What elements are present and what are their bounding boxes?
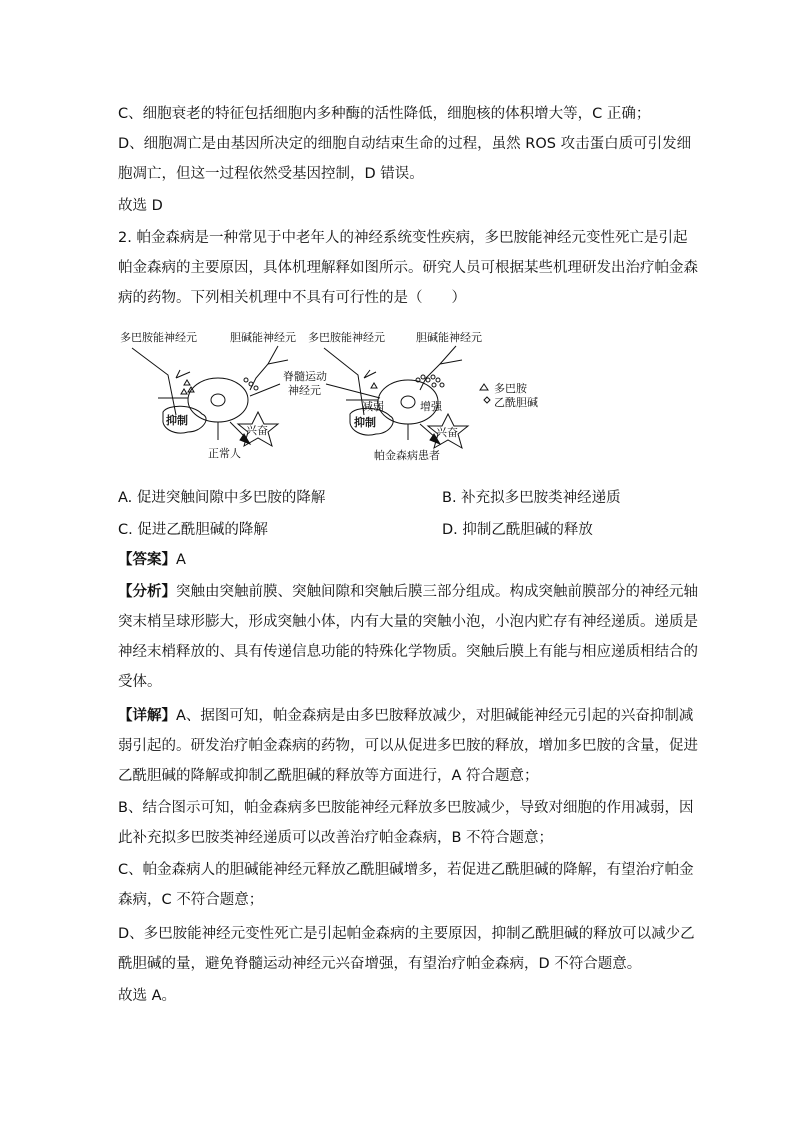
motor-neuron-body-left: [188, 378, 248, 422]
cholinergic-branch-left: [268, 360, 288, 364]
ach-mark-left-3: [254, 386, 258, 390]
excite-label-left: 兴奋: [246, 424, 268, 437]
dopamine-axon-right: [324, 348, 364, 415]
detail-d-text-2: 酰胆碱的量，避免脊髓运动神经元兴奋增强，有望治疗帕金森病，D 不符合题意。: [118, 956, 642, 972]
detail-d-text-1: D、多巴胺能神经元变性死亡是引起帕金森病的主要原因，抑制乙酰胆碱的释放可以减少乙: [118, 926, 695, 942]
option-b: B. 补充拟多巴胺类神经递质: [442, 490, 621, 506]
detail-b-text-2: 此补充拟多巴胺类神经递质可以改善治疗帕金森病，B 不符合题意；: [118, 830, 554, 846]
motor-neuron-label-1: 脊髓运动: [283, 370, 327, 383]
detail-line-1: [118, 706, 693, 726]
weaken-label: 减弱: [362, 400, 384, 413]
ach-mark-left-1: [244, 378, 248, 382]
question-line-1: 2. 帕金森病是一种常见于中老年人的神经系统变性疾病，多巴胺能神经元变性死亡是引起: [118, 230, 688, 246]
detail-conclusion: 故选 A。: [118, 988, 177, 1004]
answer-value: A: [176, 552, 186, 568]
question-line-2: 帕金森病的主要原因，具体机理解释如图所示。研究人员可根据某些机理研发出治疗帕金森: [118, 260, 698, 276]
option-a: A. 促进突触间隙中多巴胺的降解: [118, 490, 326, 506]
detail-c-text-1: C、帕金森病人的胆碱能神经元释放乙酰胆碱增多，若促进乙酰胆碱的降解，有望治疗帕金: [118, 862, 694, 878]
legend-dopamine-label: 多巴胺: [494, 382, 527, 395]
ach-mark-right-4: [431, 375, 435, 379]
excite-label-right: 兴奋: [436, 426, 458, 439]
prev-d-text-1: D、细胞凋亡是由基因所决定的细胞自动结束生命的过程，虽然 ROS 攻击蛋白质可引发细: [118, 136, 692, 152]
detail-a-text-3: 乙酰胆碱的降解或抑制乙酰胆碱的释放等方面进行，A 符合题意；: [118, 768, 539, 784]
label-right-dopamine-neuron: 多巴胺能神经元: [308, 331, 385, 344]
legend-dopamine-symbol: [480, 384, 488, 390]
legend-ach-symbol: [484, 397, 490, 403]
answer-line: [118, 550, 186, 570]
question-line-3: 病的药物。下列相关机理中不具有可行性的是（ ）: [118, 290, 466, 306]
cholinergic-axon-right: [420, 346, 456, 390]
analysis-line-3: 神经末梢释放的、具有传递信息功能的特殊化学物质。突触后膜上有能与相应递质相结合的: [118, 644, 698, 660]
legend-ach-label: 乙酰胆碱: [494, 396, 538, 409]
dopamine-terminal-right: [364, 370, 376, 378]
dopamine-mark-right-1: [371, 383, 377, 388]
strengthen-label: 增强: [420, 400, 442, 413]
label-right-cholinergic-neuron: 胆碱能神经元: [416, 331, 482, 344]
detail-a-text-2: 弱引起的。研发治疗帕金森病的药物，可以从促进多巴胺的释放，增加多巴胺的含量，促进: [118, 738, 698, 754]
detail-label: 【详解】: [118, 708, 176, 724]
detail-c-text-2: 森病，C 不符合题意；: [118, 892, 264, 908]
label-left-cholinergic-neuron: 胆碱能神经元: [230, 331, 296, 344]
dopamine-mark-left-1: [184, 380, 190, 385]
normal-person-label: 正常人: [208, 447, 241, 460]
ach-mark-right-7: [432, 383, 436, 387]
ach-mark-right-6: [440, 383, 444, 387]
option-c: C. 促进乙酰胆碱的降解: [118, 522, 268, 538]
analysis-line-4: 受体。: [118, 674, 162, 690]
analysis-text-1: 突触由突触前膜、突触间隙和突触后膜三部分组成。构成突触前膜部分的神经元轴: [176, 584, 698, 600]
inhibit-label-left: 抑制: [166, 414, 188, 427]
ach-mark-right-5: [436, 378, 440, 382]
prev-answer: 故选 D: [118, 198, 163, 214]
analysis-label: 【分析】: [118, 584, 176, 600]
prev-d-text-2: 胞凋亡，但这一过程依然受基因控制，D 错误。: [118, 166, 424, 182]
dopamine-axon-left: [132, 348, 176, 415]
ach-mark-right-3: [426, 378, 430, 382]
ach-mark-left-2: [249, 382, 253, 386]
nucleus-left: [211, 394, 225, 406]
detail-a-text-1: A、据图可知，帕金森病是由多巴胺释放减少，对胆碱能神经元引起的兴奋抑制减: [176, 708, 694, 724]
inhibit-label-right: 抑制: [354, 416, 376, 429]
cholinergic-axon-left: [250, 346, 278, 390]
option-d: D. 抑制乙酰胆碱的释放: [442, 522, 593, 538]
answer-label: 【答案】: [118, 552, 176, 568]
detail-b-text-1: B、结合图示可知，帕金森病多巴胺能神经元释放多巴胺减少，导致对细胞的作用减弱，因: [118, 800, 694, 816]
nucleus-right: [401, 396, 415, 408]
patient-label: 帕金森病患者: [374, 449, 440, 462]
analysis-line-2: 突末梢呈球形膨大，形成突触小体，内有大量的突触小泡，小泡内贮存有神经递质。递质是: [118, 614, 698, 630]
mechanism-diagram: [118, 320, 558, 478]
dopamine-mark-left-3: [181, 389, 187, 394]
label-left-dopamine-neuron: 多巴胺能神经元: [120, 331, 197, 344]
ach-mark-right-2: [421, 375, 425, 379]
motor-neuron-label-2: 神经元: [288, 384, 321, 397]
prev-c-text: C、细胞衰老的特征包括细胞内多种酶的活性降低，细胞核的体积增大等，C 正确；: [118, 106, 651, 122]
analysis-line-1: [118, 582, 698, 602]
dopamine-terminal-left: [176, 370, 190, 378]
patient-diagram: [324, 346, 490, 448]
